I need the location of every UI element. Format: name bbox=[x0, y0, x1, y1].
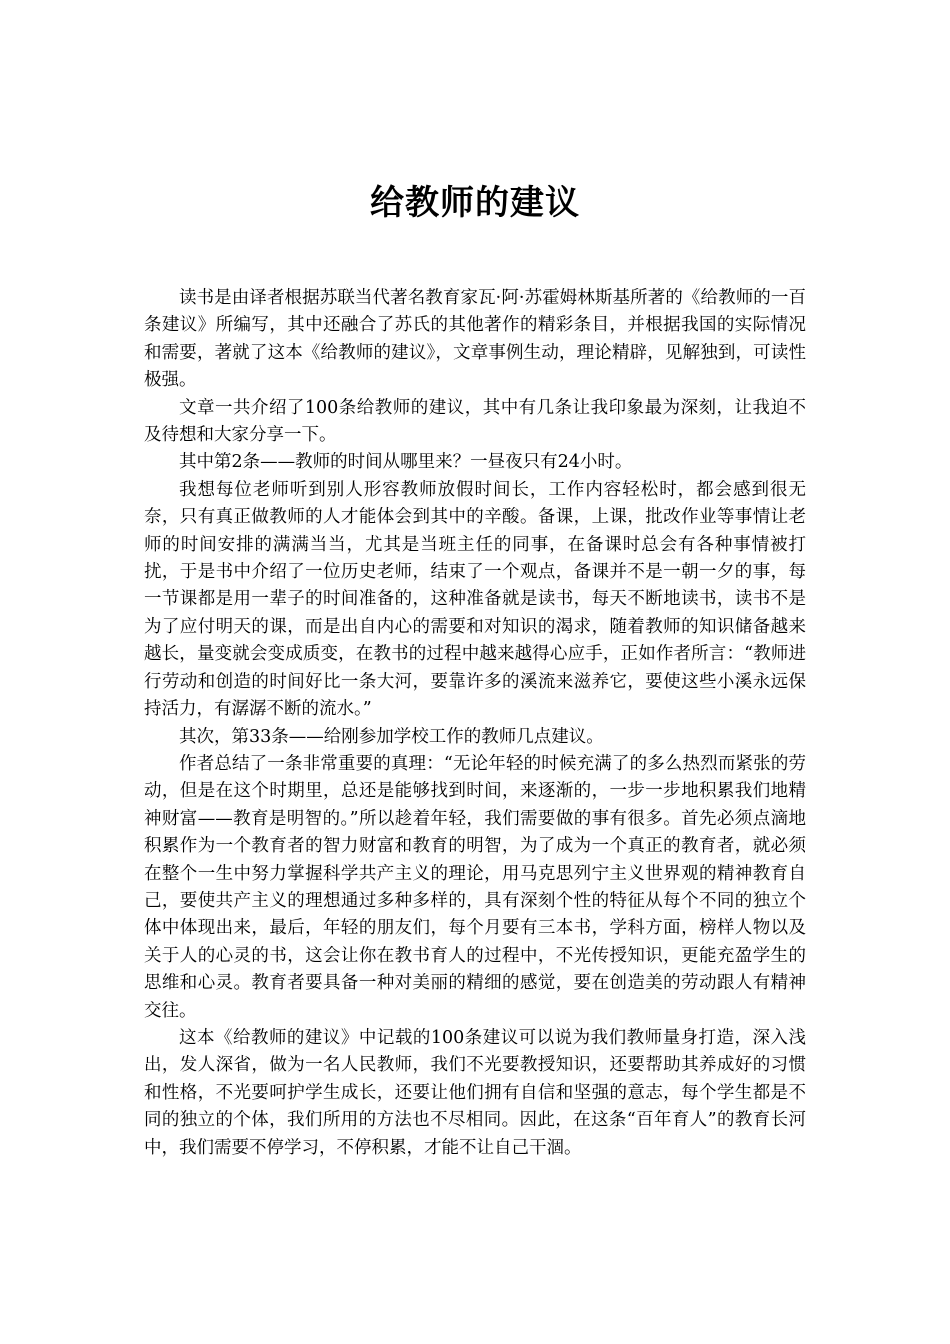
paragraph-overview: 文章一共介绍了100条给教师的建议，其中有几条让我印象最为深刻，让我迫不及待想和大家分享一下。 bbox=[144, 397, 806, 446]
paragraph-item-33-body: 作者总结了一条非常重要的真理：“无论年轻的时候充满了的多么热烈而紧张的劳动，但是在这个时期里，总还是能够找到时间，来逐渐的，一步一步地积累我们地精神财富——教育是明智的。”所以趁着年轻，我们需要做的事有很多。首先必须点滴地积累作为一个教育者的智力财富和教育的明智，为了成为一个真正的教育者，就必须在整个一生中努力掌握科学共产主义的理论，用马克思列宁主义世界观的精神教育自己，要使共产主义的理想通过多种多样的，具有深刻个性的特征从每个不同的独立个体中体现出来，最后，年轻的朋友们，每个月要有三本书，学科方面，榜样人物以及关于人的心灵的书，这会让你在教书育人的过程中，不光传授知识，更能充盈学生的思维和心灵。教育者要具备一种对美丽的精细的感觉，要在创造美的劳动跟人有精神交往。 bbox=[144, 753, 806, 1021]
document-body bbox=[144, 285, 806, 1162]
paragraph-item-2-heading: 其中第2条——教师的时间从哪里来？一昼夜只有24小时。 bbox=[179, 452, 633, 473]
paragraph-intro: 读书是由译者根据苏联当代著名教育家瓦·阿·苏霍姆林斯基所著的《给教师的一百条建议》所编写，其中还融合了苏氏的其他著作的精彩条目，并根据我国的实际情况和需要，著就了这本《给教师的建议》，文章事例生动，理论精辟，见解独到，可读性极强。 bbox=[144, 288, 806, 391]
paragraph-item-2-body: 我想每位老师听到别人形容教师放假时间长，工作内容轻松时，都会感到很无奈，只有真正做教师的人才能体会到其中的辛酸。备课，上课，批改作业等事情让老师的时间安排的满满当当，尤其是当班主任的同事，在备课时总会有各种事情被打扰，于是书中介绍了一位历史老师，结束了一个观点，备课并不是一朝一夕的事，每一节课都是用一辈子的时间准备的，这种准备就是读书，每天不断地读书，读书不是为了应付明天的课，而是出自内心的需要和对知识的渴求，随着教师的知识储备越来越长，量变就会变成质变，在教书的过程中越来越得心应手，正如作者所言：“教师进行劳动和创造的时间好比一条大河，要靠许多的溪流来滋养它，要使这些小溪永远保持活力，有潺潺不断的流水。” bbox=[144, 479, 806, 720]
paragraph-conclusion: 这本《给教师的建议》中记载的100条建议可以说为我们教师量身打造，深入浅出，发人深省，做为一名人民教师，我们不光要教授知识，还要帮助其养成好的习惯和性格，不光要呵护学生成长，还要让他们拥有自信和坚强的意志，每个学生都是不同的独立的个体，我们所用的方法也不尽相同。因此，在这条“百年育人”的教育长河中，我们需要不停学习，不停积累，才能不让自己干涸。 bbox=[144, 1027, 806, 1158]
document-title: 给教师的建议 bbox=[370, 182, 580, 223]
paragraph-item-33-heading: 其次，第33条——给刚参加学校工作的教师几点建议。 bbox=[179, 726, 604, 747]
